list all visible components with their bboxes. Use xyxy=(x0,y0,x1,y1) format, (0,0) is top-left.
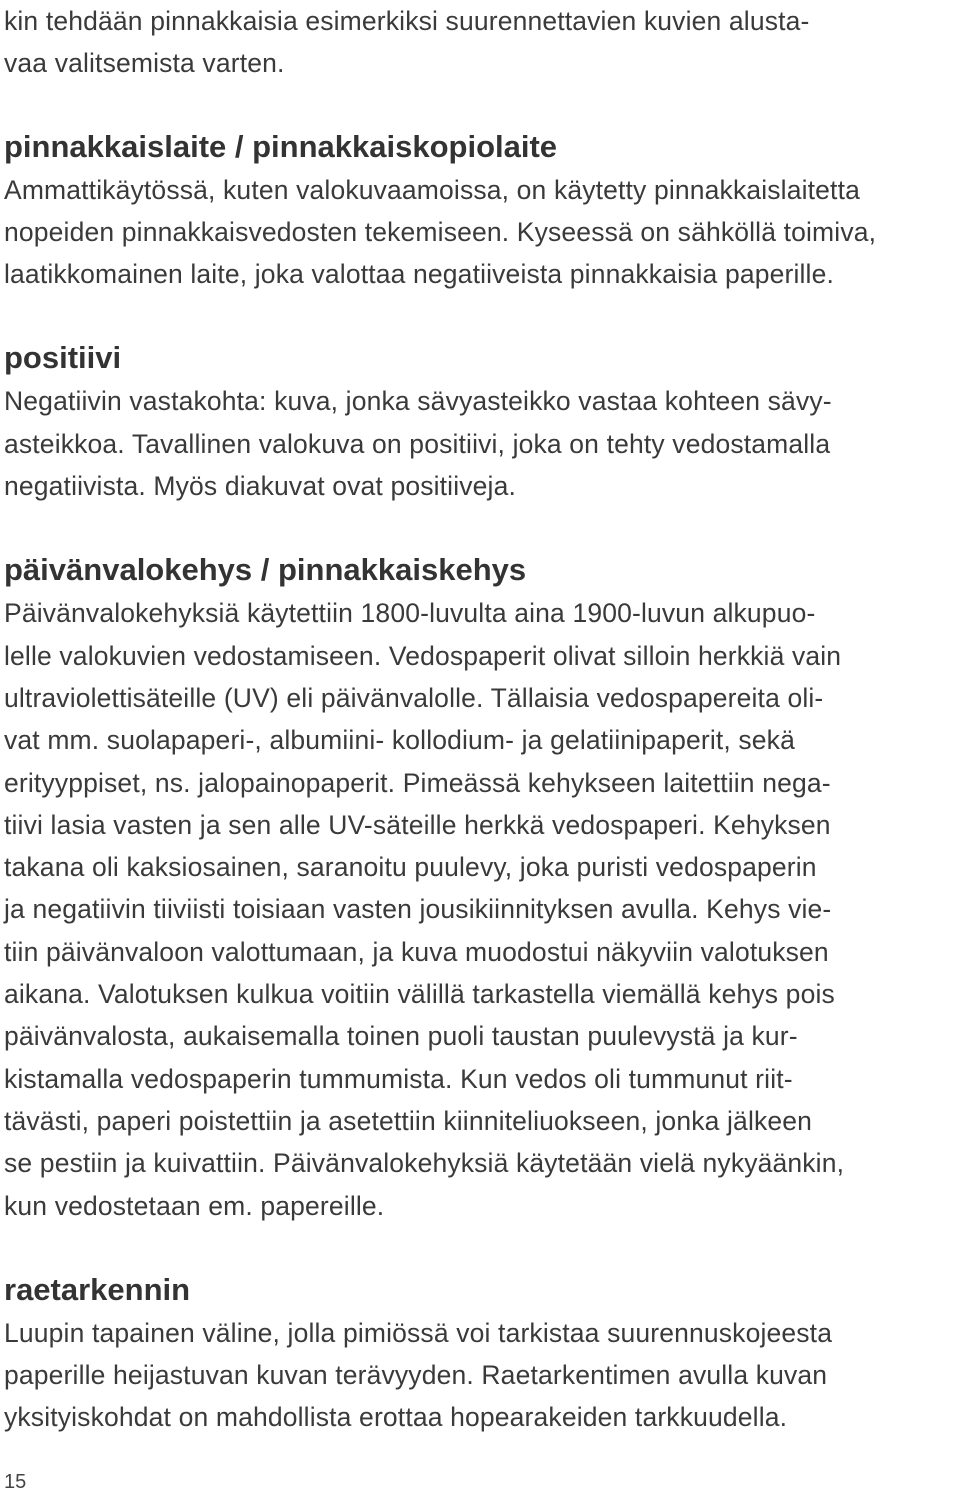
definition-line: päivänvalosta, aukaisemalla toinen puoli taustan puulevystä ja kur- xyxy=(4,1021,798,1052)
definition-line: kistamalla vedospaperin tummumista. Kun vedos oli tummunut riit- xyxy=(4,1063,793,1094)
definition-line: nopeiden pinnakkaisvedosten tekemiseen. Kyseessä on sähköllä toimiva, xyxy=(4,216,877,247)
entry-definition xyxy=(4,169,958,296)
definition-line: takana oli kaksiosainen, saranoitu puulevy, joka puristi vedospaperin xyxy=(4,852,817,883)
definition-line: tiivi lasia vasten ja sen alle UV-säteille herkkä vedospaperi. Kehyksen xyxy=(4,809,831,840)
entry-term: pinnakkaislaite / pinnakkaiskopiolaite xyxy=(4,128,558,164)
entry-term: päivänvalokehys / pinnakkaiskehys xyxy=(4,552,527,588)
intro-paragraph xyxy=(4,0,958,85)
definition-line: yksityiskohdat on mahdollista erottaa hopearakeiden tarkkuudella. xyxy=(4,1402,788,1433)
definition-line: kun vedostetaan em. papereille. xyxy=(4,1190,385,1221)
page-number: 15 xyxy=(4,1471,27,1493)
definition-line: Negatiivin vastakohta: kuva, jonka sävyasteikko vastaa kohteen sävy- xyxy=(4,386,832,417)
definition-line: se pestiin ja kuivattiin. Päivänvalokehyksiä käytetään vielä nykyäänkin, xyxy=(4,1148,845,1179)
entry-raetarkennin xyxy=(4,1268,958,1439)
definition-line: vat mm. suolapaperi-, albumiini- kollodium- ja gelatiinipaperit, sekä xyxy=(4,725,795,756)
definition-line: laatikkomainen laite, joka valottaa negatiiveista pinnakkaisia paperille. xyxy=(4,259,834,290)
definition-line: tiin päivänvaloon valottumaan, ja kuva muodostui näkyviin valotuksen xyxy=(4,936,829,967)
entry-definition xyxy=(4,592,958,1226)
intro-line: vaa valitsemista varten. xyxy=(4,48,285,79)
entry-term: raetarkennin xyxy=(4,1271,191,1307)
entry-positiivi xyxy=(4,336,958,507)
entry-pinnakkaislaite xyxy=(4,125,958,296)
definition-line: negatiivista. Myös diakuvat ovat positiiveja. xyxy=(4,471,516,502)
intro-line: kin tehdään pinnakkaisia esimerkiksi suurennettavien kuvien alusta- xyxy=(4,6,810,36)
definition-line: ja negatiivin tiiviisti toisiaan vasten jousikiinnityksen avulla. Kehys vie- xyxy=(4,894,832,925)
definition-line: Luupin tapainen väline, jolla pimiössä voi tarkistaa suurennuskojeesta xyxy=(4,1317,833,1348)
definition-line: aikana. Valotuksen kulkua voitiin välillä tarkastella viemällä kehys pois xyxy=(4,979,835,1010)
definition-line: ultraviolettisäteille (UV) eli päivänvalolle. Tällaisia vedospapereita oli- xyxy=(4,682,824,713)
definition-line: tävästi, paperi poistettiin ja asetettiin kiinniteliuokseen, jonka jälkeen xyxy=(4,1105,813,1136)
definition-line: paperille heijastuvan kuvan terävyyden. Raetarkentimen avulla kuvan xyxy=(4,1360,828,1391)
glossary-page xyxy=(4,0,958,1439)
definition-line: erityyppiset, ns. jalopainopaperit. Pimeässä kehykseen laitettiin nega- xyxy=(4,767,831,798)
definition-line: lelle valokuvien vedostamiseen. Vedospaperit olivat silloin herkkiä vain xyxy=(4,640,842,671)
entry-definition xyxy=(4,1312,958,1439)
entry-term: positiivi xyxy=(4,340,122,376)
definition-line: Päivänvalokehyksiä käytettiin 1800-luvulta aina 1900-luvun alkupuo- xyxy=(4,598,816,629)
entry-definition xyxy=(4,380,958,507)
definition-line: asteikkoa. Tavallinen valokuva on positiivi, joka on tehty vedostamalla xyxy=(4,428,831,459)
definition-line: Ammattikäytössä, kuten valokuvaamoissa, on käytetty pinnakkaislaitetta xyxy=(4,174,860,205)
entry-paivanvalokehys xyxy=(4,548,958,1226)
